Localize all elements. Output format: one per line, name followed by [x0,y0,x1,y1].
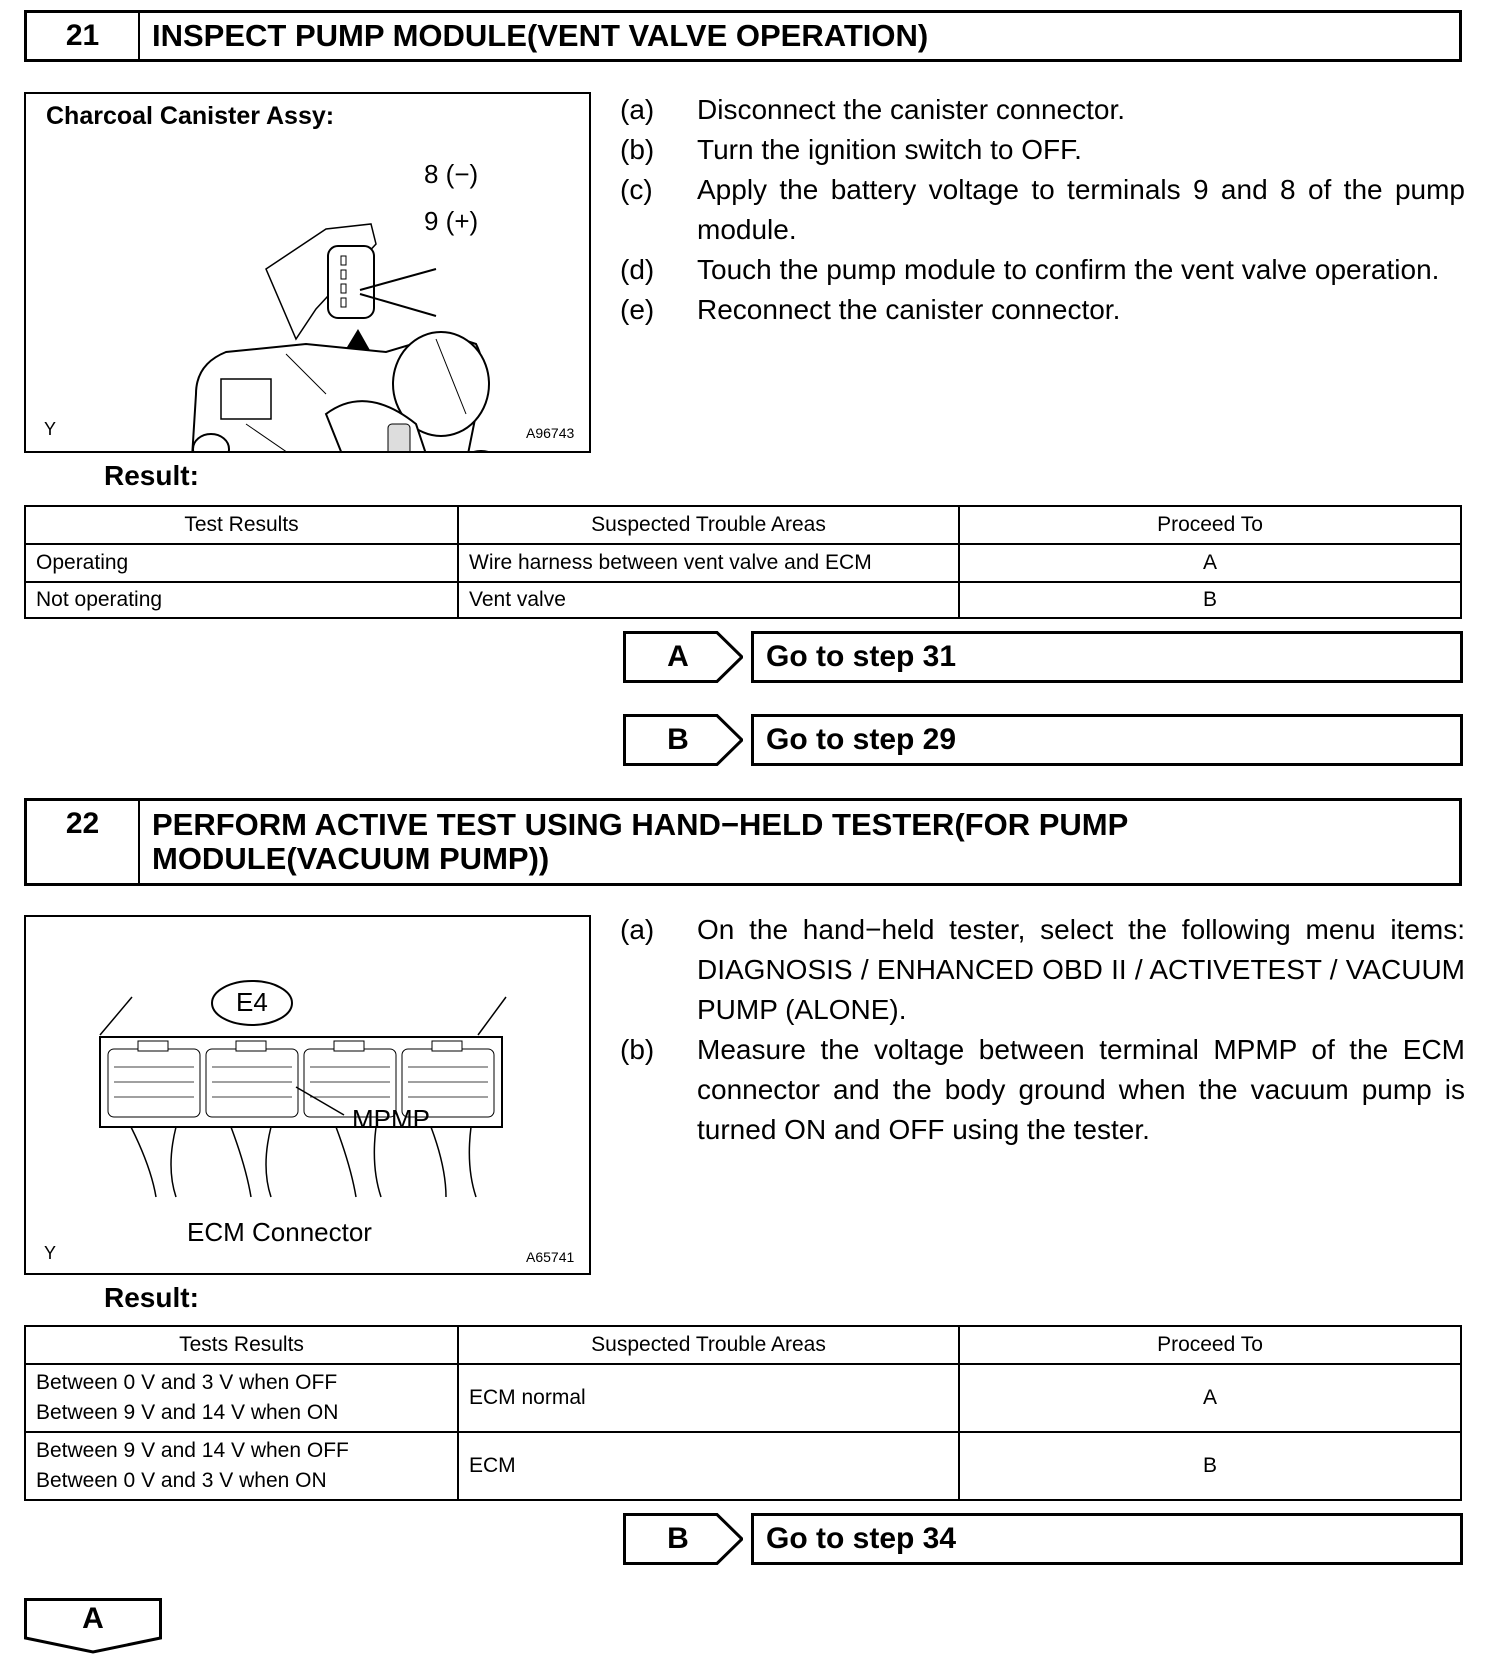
instruction-item: (d) Touch the pump module to confirm the vent valve operation. [620,254,1440,285]
instruction-item: (b) Measure the voltage between terminal MPMP of the ECM connector and the body ground when the vacuum pump is turned ON and OFF using the tester. [620,1034,1465,1145]
terminal-mpmp-label: MPMP [352,1104,430,1134]
column-header: Tests Results [25,1326,458,1364]
jump-b-step-29[interactable] [623,714,1463,766]
jump-a-step-31[interactable] [623,631,1463,683]
go-to-step-link[interactable]: Go to step 34 [751,1513,1463,1565]
figure-caption: ECM Connector [187,1217,372,1247]
figure-code: A65741 [526,1249,575,1265]
terminal-9-label: 9 (+) [424,206,479,236]
figure-code: A96743 [526,425,575,441]
step-title-line: PERFORM ACTIVE TEST USING HAND−HELD TESTER(FOR PUMP [152,807,1129,842]
table-cell: A [959,544,1461,582]
step-21-result-table [24,505,1462,619]
column-header: Suspected Trouble Areas [458,506,959,544]
column-header: Proceed To [959,506,1461,544]
table-cell: B [959,1432,1461,1500]
result-label: Result: [104,460,199,491]
step-22-header [24,798,1462,886]
canister-illustration [26,94,589,451]
instruction-item: (a) Disconnect the canister connector. [620,94,1126,125]
cell-line: Between 9 V and 14 V when OFF [36,1439,349,1462]
table-row [25,1364,1461,1432]
instruction-item: (e) Reconnect the canister connector. [620,294,1121,325]
column-header: Suspected Trouble Areas [458,1326,959,1364]
terminal-8-label: 8 (−) [424,159,479,189]
continue-letter: A [82,1602,104,1635]
continue-a-tab[interactable] [24,1598,162,1654]
ecm-connector-figure [24,915,591,1275]
step-title: INSPECT PUMP MODULE(VENT VALVE OPERATION) [152,18,929,53]
column-header: Test Results [25,506,458,544]
table-cell: ECM [458,1432,959,1500]
result-label: Result: [104,1282,199,1313]
column-header: Proceed To [959,1326,1461,1364]
figure-corner-label: Y [44,1243,57,1263]
table-cell: A [959,1364,1461,1432]
table-cell: Vent valve [458,582,959,618]
figure-corner-label: Y [44,419,57,439]
step-22-result-table [24,1325,1462,1501]
connector-id-label: E4 [236,987,268,1017]
table-cell [25,1364,458,1432]
table-row [25,544,1461,582]
jump-letter: A [667,640,689,673]
table-cell: Not operating [25,582,458,618]
step-title-line: MODULE(VACUUM PUMP)) [152,841,550,876]
step-21-instructions [620,90,1465,330]
step-title [140,801,1459,883]
step-21-header [24,10,1462,62]
step-22-instructions [620,910,1465,1150]
instruction-item: (b) Turn the ignition switch to OFF. [620,134,1082,165]
cell-line: Between 0 V and 3 V when ON [36,1469,327,1492]
instruction-item: (c) Apply the battery voltage to terminals 9 and 8 of the pump module. [620,174,1465,245]
cell-line: Between 9 V and 14 V when ON [36,1401,339,1424]
figure-title: Charcoal Canister Assy: [46,102,335,130]
jump-letter: B [667,723,689,756]
table-cell: ECM normal [458,1364,959,1432]
jump-b-step-34[interactable] [623,1513,1463,1565]
instruction-item: (a) On the hand−held tester, select the following menu items: DIAGNOSIS / ENHANCED OBD II / ACTIVETEST / VACUUM PUMP (ALONE). [620,914,1465,1025]
step-number: 22 [27,801,140,883]
jump-letter: B [667,1522,689,1555]
charcoal-canister-figure [24,92,591,453]
cell-line: Between 0 V and 3 V when OFF [36,1371,338,1394]
go-to-step-link[interactable]: Go to step 29 [751,714,1463,766]
table-header-row [25,1326,1461,1364]
go-to-step-link[interactable]: Go to step 31 [751,631,1463,683]
table-row [25,1432,1461,1500]
table-cell: Operating [25,544,458,582]
table-cell [25,1432,458,1500]
table-row [25,582,1461,618]
table-cell: B [959,582,1461,618]
table-header-row [25,506,1461,544]
table-cell: Wire harness between vent valve and ECM [458,544,959,582]
step-number: 21 [27,13,140,59]
